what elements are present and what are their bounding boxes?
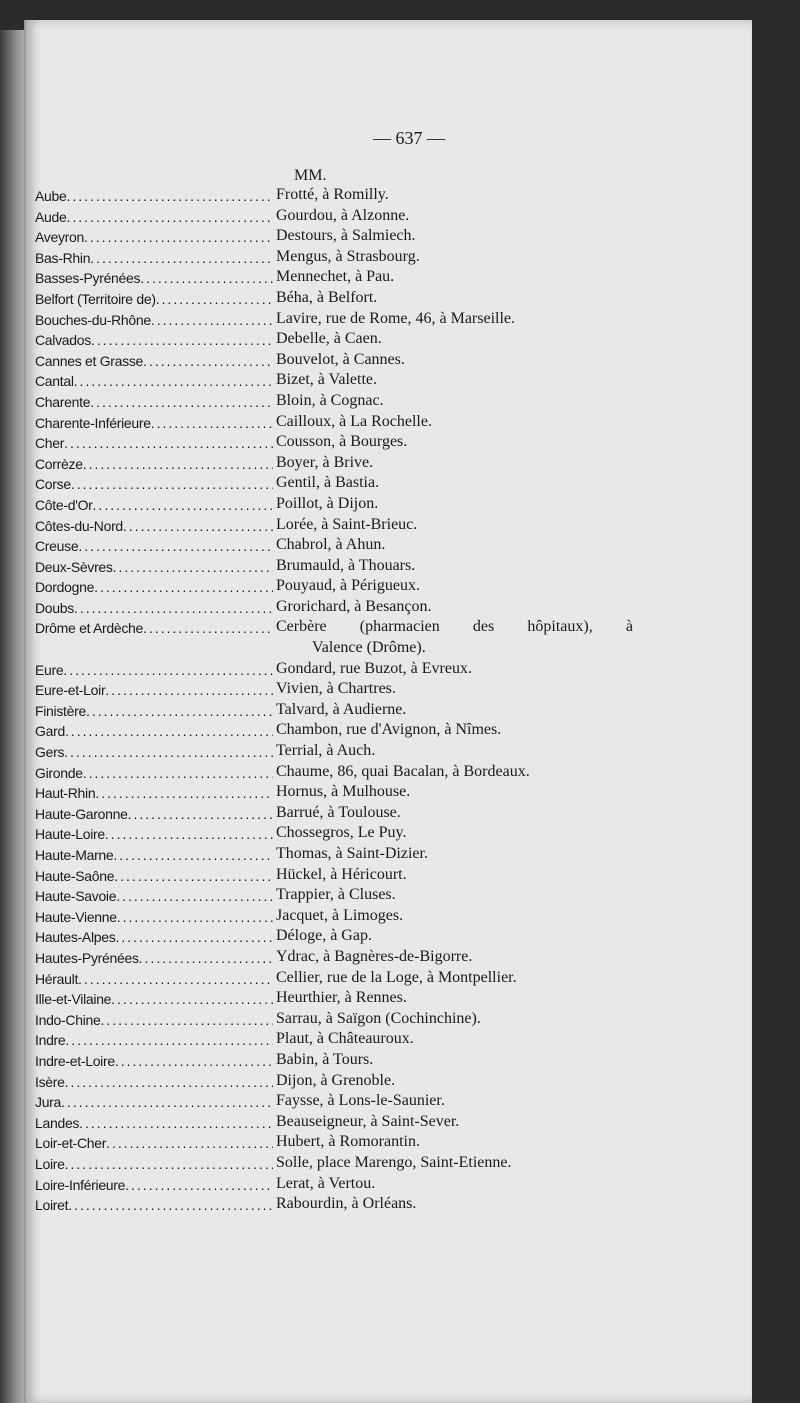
- list-item: [35, 516, 635, 537]
- leader-dots: [116, 888, 273, 904]
- leader-dots: [106, 1135, 273, 1151]
- department-label: Eure-et-Loir: [35, 682, 106, 699]
- department-name: [35, 721, 273, 739]
- list-item: [35, 495, 635, 516]
- correspondent-name: Mengus, à Strasbourg.: [276, 247, 420, 265]
- department-name: [35, 413, 273, 431]
- list-item: [35, 824, 635, 845]
- correspondent-name: Terrial, à Auch.: [276, 742, 376, 760]
- adjacent-page-edge: [0, 30, 26, 1403]
- leader-dots: [90, 250, 273, 266]
- list-item: [35, 1010, 635, 1031]
- department-label: Corse: [35, 476, 71, 493]
- department-name: [35, 886, 273, 904]
- leader-dots: [143, 620, 273, 636]
- department-label: Charente-Inférieure: [35, 414, 151, 431]
- leader-dots: [113, 559, 273, 575]
- department-label: Hérault: [35, 970, 79, 987]
- list-item: [35, 1051, 635, 1072]
- correspondent-name: Trappier, à Cluses.: [276, 886, 396, 904]
- leader-dots: [65, 1156, 273, 1172]
- department-name: [35, 1133, 273, 1151]
- list-item: [35, 1133, 635, 1154]
- department-label: Haute-Garonne: [35, 805, 128, 822]
- leader-dots: [67, 209, 274, 225]
- department-label: Côtes-du-Nord: [35, 517, 123, 534]
- list-item: [35, 413, 635, 434]
- list-item: [35, 969, 635, 990]
- list-item: [35, 371, 635, 392]
- list-item: [35, 1072, 635, 1093]
- list-item-continuation: [35, 639, 635, 660]
- list-item: [35, 351, 635, 372]
- department-name: [35, 474, 273, 492]
- list-item: [35, 207, 635, 228]
- correspondent-name: Ydrac, à Bagnères-de-Bigorre.: [276, 947, 473, 965]
- department-name: [35, 1072, 273, 1090]
- correspondent-name: Debelle, à Caen.: [276, 330, 382, 348]
- correspondent-name: Boyer, à Brive.: [276, 453, 374, 471]
- department-name: [35, 1051, 273, 1069]
- list-item: [35, 989, 635, 1010]
- leader-dots: [78, 538, 273, 554]
- leader-dots: [78, 971, 273, 987]
- correspondent-name: Chambon, rue d'Avignon, à Nîmes.: [276, 721, 502, 739]
- list-item: [35, 557, 635, 578]
- leader-dots: [68, 1197, 273, 1213]
- leader-dots: [65, 1032, 273, 1048]
- department-name: [35, 186, 273, 204]
- department-name: [35, 516, 273, 534]
- department-name: [35, 1092, 273, 1110]
- correspondent-name: Babin, à Tours.: [276, 1050, 374, 1068]
- list-item: [35, 248, 635, 269]
- list-item: [35, 392, 635, 413]
- department-name: [35, 804, 273, 822]
- leader-dots: [64, 744, 273, 760]
- leader-dots: [61, 1094, 273, 1110]
- leader-dots: [64, 435, 273, 451]
- list-item: [35, 866, 635, 887]
- department-name: [35, 1030, 273, 1048]
- department-label: Loiret: [35, 1197, 69, 1214]
- leader-dots: [74, 600, 273, 616]
- list-item: [35, 804, 635, 825]
- department-label: Gard: [35, 723, 65, 740]
- department-label: Haute-Saône: [35, 867, 115, 884]
- correspondent-name: Béha, à Belfort.: [276, 288, 378, 306]
- department-label: Hautes-Alpes: [35, 929, 116, 946]
- department-label: Deux-Sèvres: [35, 558, 113, 575]
- list-item: [35, 660, 635, 681]
- leader-dots: [140, 270, 273, 286]
- correspondent-name: Brumauld, à Thouars.: [276, 556, 416, 574]
- list-item: [35, 598, 635, 619]
- correspondent-name: Hornus, à Mulhouse.: [276, 783, 411, 801]
- leader-dots: [83, 456, 273, 472]
- correspondent-name: Frotté, à Romilly.: [276, 186, 389, 203]
- correspondent-name: Bloin, à Cognac.: [276, 391, 384, 409]
- department-name: [35, 433, 273, 451]
- department-label: Gers: [35, 744, 65, 761]
- correspondent-name: Beauseigneur, à Saint-Sever.: [276, 1112, 460, 1130]
- correspondent-name: Lorée, à Saint-Brieuc.: [276, 515, 418, 533]
- department-label: Haute-Loire: [35, 826, 105, 843]
- leader-dots: [95, 785, 273, 801]
- correspondent-name: Plaut, à Châteauroux.: [276, 1030, 414, 1048]
- leader-dots: [90, 394, 273, 410]
- department-label: Calvados: [35, 332, 91, 349]
- department-label: Finistère: [35, 702, 86, 719]
- department-label: Aube: [35, 188, 67, 204]
- list-item: [35, 701, 635, 722]
- correspondent-name: Gentil, à Bastia.: [276, 474, 380, 492]
- correspondent-name: Barrué, à Toulouse.: [276, 803, 401, 821]
- leader-dots: [111, 991, 273, 1007]
- department-label: Haute-Marne: [35, 847, 114, 863]
- correspondent-name: Rabourdin, à Orléans.: [276, 1195, 417, 1213]
- department-label: Haute-Savoie: [35, 888, 117, 905]
- department-name: [35, 392, 273, 410]
- department-label: Cantal: [35, 373, 74, 390]
- list-item: [35, 763, 635, 784]
- list-item: [35, 433, 635, 454]
- leader-dots: [156, 291, 273, 307]
- correspondent-name: Pouyaud, à Périgueux.: [276, 577, 420, 595]
- correspondent-name: Solle, place Marengo, Saint-Etienne.: [276, 1153, 512, 1171]
- department-label: Jura: [35, 1094, 62, 1111]
- leader-dots: [117, 909, 273, 925]
- leader-dots: [91, 332, 273, 348]
- correspondent-name: Destours, à Salmiech.: [276, 227, 416, 245]
- department-label: Haut-Rhin: [35, 785, 96, 802]
- department-label: Loir-et-Cher: [35, 1135, 107, 1152]
- list-item: [35, 721, 635, 742]
- correspondent-name: Dijon, à Grenoble.: [276, 1071, 396, 1089]
- list-item: [35, 948, 635, 969]
- department-name: [35, 454, 273, 472]
- leader-dots: [115, 929, 273, 945]
- department-label: Ille-et-Vilaine: [35, 991, 112, 1008]
- leader-dots: [128, 806, 273, 822]
- department-name: [35, 1154, 273, 1172]
- correspondent-name: Mennechet, à Pau.: [276, 268, 395, 286]
- correspondent-name: Hückel, à Héricourt.: [276, 865, 407, 883]
- department-name: [35, 536, 273, 554]
- correspondent-name: Cerbère (pharmacien des hôpitaux), à: [276, 618, 633, 636]
- department-name: [35, 1175, 273, 1193]
- list-item: [35, 330, 635, 351]
- department-name: [35, 557, 273, 575]
- list-item: [35, 618, 635, 639]
- department-name: [35, 371, 273, 389]
- leader-dots: [114, 868, 273, 884]
- correspondent-name: Grorichard, à Besançon.: [276, 597, 432, 615]
- list-item: [35, 742, 635, 763]
- department-label: Hautes-Pyrénées: [35, 949, 139, 966]
- department-label: Belfort (Territoire de): [35, 290, 156, 307]
- leader-dots: [101, 1012, 274, 1028]
- department-label: Indre-et-Loire: [35, 1052, 115, 1069]
- department-name: [35, 1010, 273, 1028]
- leader-dots: [94, 579, 273, 595]
- department-label: Isère: [35, 1073, 65, 1090]
- department-name: [35, 907, 273, 925]
- department-name: [35, 927, 273, 945]
- leader-dots: [86, 703, 273, 719]
- department-label: Landes: [35, 1114, 80, 1131]
- list-item: [35, 1154, 635, 1175]
- correspondent-name: Bizet, à Valette.: [276, 371, 377, 389]
- list-item: [35, 310, 635, 331]
- leader-dots: [74, 373, 273, 389]
- list-item: [35, 577, 635, 598]
- leader-dots: [113, 847, 273, 863]
- list-item: [35, 927, 635, 948]
- correspondent-name: Lerat, à Vertou.: [276, 1174, 376, 1192]
- correspondent-name: Heurthier, à Rennes.: [276, 989, 407, 1007]
- leader-dots: [79, 1115, 273, 1131]
- list-item: [35, 1030, 635, 1051]
- leader-dots: [151, 415, 273, 431]
- correspondent-name: Chabrol, à Ahun.: [276, 536, 386, 554]
- department-name: [35, 701, 273, 719]
- department-name: [35, 310, 273, 328]
- list-item: [35, 227, 635, 248]
- correspondent-name: Chaume, 86, quai Bacalan, à Bordeaux.: [276, 762, 530, 780]
- leader-dots: [139, 950, 273, 966]
- leader-dots: [151, 312, 273, 328]
- leader-dots: [105, 682, 273, 698]
- department-name: [35, 969, 273, 987]
- department-label: Creuse: [35, 538, 79, 555]
- document-page: [24, 20, 752, 1403]
- department-name: [35, 824, 273, 842]
- department-name: [35, 351, 273, 369]
- correspondent-name-continuation: Valence (Drôme).: [312, 639, 426, 657]
- list-item: [35, 536, 635, 557]
- department-name: [35, 289, 273, 307]
- department-label: Indo-Chine: [35, 1011, 101, 1028]
- department-label: Aude: [35, 208, 67, 225]
- department-label: Gironde: [35, 764, 83, 781]
- correspondent-name: Bouvelot, à Cannes.: [276, 350, 405, 368]
- department-label: Doubs: [35, 599, 74, 616]
- leader-dots: [71, 476, 273, 492]
- correspondent-name: Déloge, à Gap.: [276, 927, 372, 945]
- correspondent-name: Gondard, rue Buzot, à Evreux.: [276, 659, 472, 677]
- department-name: [35, 660, 273, 678]
- department-name: [35, 227, 273, 245]
- department-label: Drôme et Ardèche: [35, 620, 144, 637]
- leader-dots: [125, 1177, 273, 1193]
- department-label: Charente: [35, 393, 91, 410]
- department-name: [35, 783, 273, 801]
- correspondent-name: Hubert, à Romorantin.: [276, 1133, 420, 1151]
- correspondent-name: Cousson, à Bourges.: [276, 433, 408, 451]
- list-item: [35, 845, 635, 866]
- department-name: [35, 618, 273, 636]
- list-item: [35, 1195, 635, 1216]
- correspondent-name: Cellier, rue de la Loge, à Montpellier.: [276, 968, 517, 986]
- correspondent-name: Lavire, rue de Rome, 46, à Marseille.: [276, 309, 516, 327]
- column-header: MM.: [294, 167, 327, 184]
- list-item: [35, 783, 635, 804]
- department-name: [35, 577, 273, 595]
- leader-dots: [93, 497, 273, 513]
- list-item: [35, 268, 635, 289]
- list-item: [35, 1113, 635, 1134]
- department-label: Bas-Rhin: [35, 249, 91, 266]
- list-item: [35, 680, 635, 701]
- department-name: [35, 845, 273, 863]
- department-name: [35, 207, 273, 225]
- department-name: [35, 763, 273, 781]
- list-item: [35, 474, 635, 495]
- department-name: [35, 1195, 273, 1213]
- department-name: [35, 598, 273, 616]
- list-item: [35, 454, 635, 475]
- correspondent-name: Cailloux, à La Rochelle.: [276, 412, 432, 430]
- department-name: [35, 1113, 273, 1131]
- correspondent-name: Faysse, à Lons-le-Saunier.: [276, 1092, 445, 1110]
- leader-dots: [123, 518, 273, 534]
- department-name: [35, 268, 273, 286]
- department-name: [35, 680, 273, 698]
- department-label: Loire: [35, 1155, 65, 1172]
- department-name: [35, 495, 273, 513]
- department-name: [35, 248, 273, 266]
- page-number: — 637 —: [373, 128, 445, 148]
- department-label: Cher: [35, 435, 65, 452]
- department-name: [35, 866, 273, 884]
- department-label: Indre: [35, 1032, 66, 1049]
- correspondent-name: Chossegros, Le Puy.: [276, 824, 407, 842]
- department-label: Cannes et Grasse: [35, 352, 144, 369]
- correspondent-name: Sarrau, à Saïgon (Cochinchine).: [276, 1009, 481, 1027]
- leader-dots: [65, 723, 273, 739]
- list-item: [35, 1175, 635, 1196]
- department-label: Bouches-du-Rhône: [35, 311, 151, 328]
- correspondent-name: Vivien, à Chartres.: [276, 680, 396, 698]
- leader-dots: [115, 1053, 273, 1069]
- list-item: [35, 886, 635, 907]
- list-item: [35, 186, 635, 207]
- leader-dots: [83, 765, 273, 781]
- correspondent-name: Jacquet, à Limoges.: [276, 906, 404, 924]
- department-name: [35, 330, 273, 348]
- leader-dots: [67, 188, 274, 204]
- department-label: Eure: [35, 661, 64, 678]
- department-name: [35, 989, 273, 1007]
- department-label: Dordogne: [35, 579, 95, 596]
- leader-dots: [63, 662, 273, 678]
- correspondent-name: Talvard, à Audierne.: [276, 700, 407, 718]
- list-item: [35, 907, 635, 928]
- correspondent-name: Gourdou, à Alzonne.: [276, 206, 410, 224]
- list-item: [35, 1092, 635, 1113]
- department-label: Aveyron: [35, 229, 85, 246]
- department-label: Loire-Inférieure: [35, 1176, 126, 1193]
- leader-dots: [84, 229, 273, 245]
- department-name: [35, 742, 273, 760]
- entry-list: [35, 186, 635, 1216]
- leader-dots: [105, 826, 273, 842]
- department-label: Corrèze: [35, 455, 83, 472]
- department-label: Basses-Pyrénées: [35, 270, 141, 287]
- department-name: [35, 948, 273, 966]
- correspondent-name: Poillot, à Dijon.: [276, 494, 379, 512]
- correspondent-name: Thomas, à Saint-Dizier.: [276, 845, 428, 862]
- leader-dots: [143, 353, 273, 369]
- leader-dots: [65, 1074, 273, 1090]
- list-item: [35, 289, 635, 310]
- department-label: Côte-d'Or: [35, 496, 93, 513]
- department-label: Haute-Vienne: [35, 908, 117, 925]
